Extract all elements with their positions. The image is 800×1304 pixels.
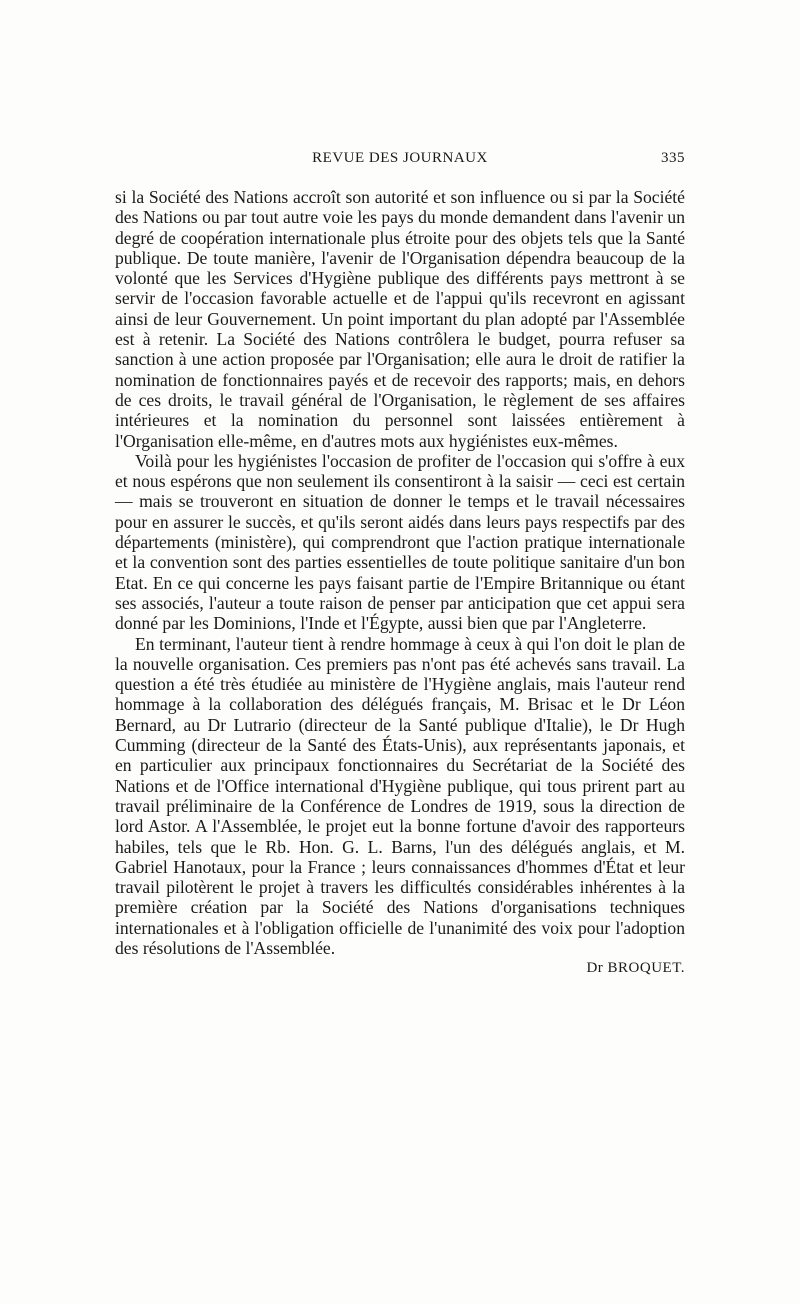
running-title: REVUE DES JOURNAUX (312, 150, 488, 166)
paragraph-continuation: si la Société des Nations accroît son autorité et son influence ou si par la Société des Nations ou par tout autre voie les pays du monde demandent dans l'avenir un degré de coopération internationale plus étroite pour des objets tels que la Santé publique. De toute manière, l'avenir de l'Organisation dépendra beaucoup de la volonté que les Services d'Hygiène publique des différents pays mettront à se servir de l'occasion favorable actuelle et de l'appui qu'ils recevront en agissant ainsi de leur Gouvernement. Un point important du plan adopté par l'Assemblée est à retenir. La Société des Nations contrôlera le budget, pourra refuser sa sanction à une action proposée par l'Organisation; elle aura le droit de ratifier la nomination de fonctionnaires payés et de recevoir des rapports; mais, en dehors de ces droits, le travail général de l'Organisation, le règlement de ses affaires intérieures et la nomination du personnel sont laissées entièrement à l'Organisation elle-même, en d'autres mots aux hygiénistes eux-mêmes. (115, 187, 685, 451)
paragraph-opportunity: Voilà pour les hygiénistes l'occasion de profiter de l'occasion qui s'offre à eux et nous espérons que non seulement ils consentiront à la saisir — ceci est certain — mais se trouveront en situation de donner le temps et le travail nécessaires pour en assurer le succès, et qu'ils seront aidés dans leurs pays respectifs par des départements (ministère), qui comprendront que l'action pratique internationale et la convention sont des parties essentielles de toute politique sanitaire d'un bon Etat. En ce qui concerne les pays faisant partie de l'Empire Britannique ou étant ses associés, l'auteur a toute raison de penser par anticipation que cet appui sera donné par les Dominions, l'Inde et l'Égypte, aussi bien que par l'Angleterre. (115, 450, 685, 634)
article-body (115, 187, 685, 979)
running-header (115, 150, 685, 170)
paragraph-conclusion: En terminant, l'auteur tient à rendre hommage à ceux à qui l'on doit le plan de la nouvelle organisation. Ces premiers pas n'ont pas été achevés sans travail. La question a été très étudiée au ministère de l'Hygiène anglais, mais l'auteur rend hommage à la collaboration des délégués français, M. Brisac et le Dr Léon Bernard, au Dr Lutrario (directeur de la Santé publique d'Italie), le Dr Hugh Cumming (directeur de la Santé des États-Unis), aux représentants japonais, et en particulier aux principaux fonctionnaires du Secrétariat de la Société des Nations et de l'Office international d'Hygiène publique, qui tous prirent part au travail préliminaire de la Conférence de Londres de 1919, sous la direction de lord Astor. A l'Assemblée, le projet eut la bonne fortune d'avoir des rapporteurs habiles, tels que le Rb. Hon. G. L. Barns, l'un des délégués anglais, et M. Gabriel Hanotaux, pour la France ; leurs connaissances d'hommes d'État et leur travail pilotèrent le projet à travers les difficultés considérables inhérentes à la première création par la Société des Nations d'organisations techniques internationales et à l'obligation officielle de l'unanimité des voix pour l'adoption des résolutions de l'Assemblée. (115, 633, 685, 958)
author-signature: Dr BROQUET. (586, 960, 685, 977)
page-number: 335 (661, 150, 685, 166)
